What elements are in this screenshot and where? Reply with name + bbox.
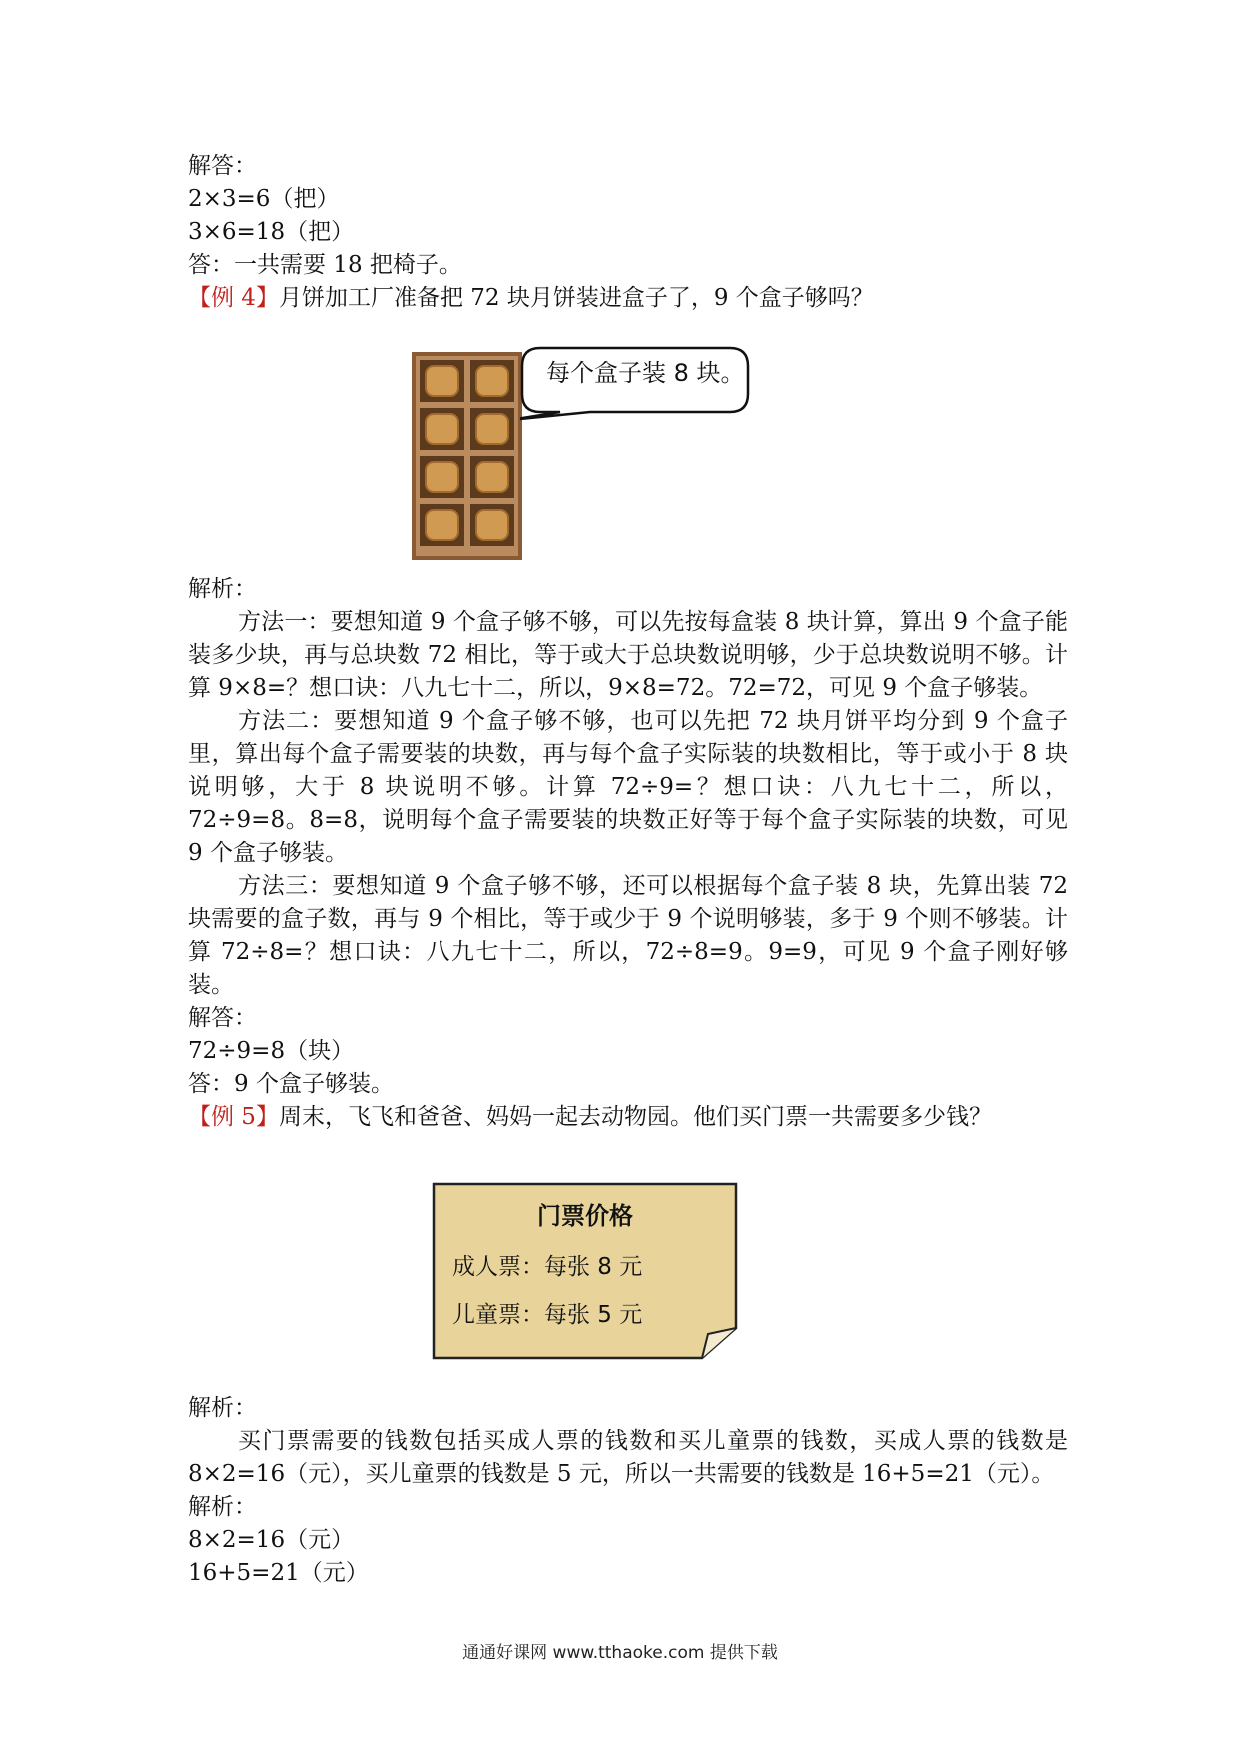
question-text: 周末，飞飞和爸爸、妈妈一起去动物园。他们买门票一共需要多少钱？ [278,1104,992,1130]
speech-bubble-text: 每个盒子装 8 块。 [546,359,745,387]
method-2: 方法二：要想知道 9 个盒子够不够，也可以先把 72 块月饼平均分到 9 个盒子里，算出每个盒子需要装的块数，再与每个盒子实际装的块数相比，等于或小于 8 块说明够，大于 8 块说明不够。计算 72÷9=？想口诀：八九七十二，所以，72÷9=8。8=8，说明每个盒子需要装的块数正好等于每个盒子实际装的块数，可见 9 个盒子够装。 [188,708,1068,866]
mooncake-box-image [412,352,522,560]
example-label: 【例 4】 [188,285,279,311]
page-footer: 通通好课网 www.tthaoke.com 提供下载 [462,1643,778,1663]
equation: 16+5=21（元） [188,1560,369,1586]
answer-heading: 解析： [188,1494,257,1520]
answer-line: 答：一共需要 18 把椅子。 [188,252,462,278]
example-4-question [188,282,1068,315]
analysis-heading: 解析： [188,1395,257,1421]
example-5-question [188,1101,1068,1134]
ticket-title: 门票价格 [537,1202,633,1230]
solution-block-3 [188,150,1068,315]
answer-heading: 解答： [188,153,257,179]
example-label: 【例 5】 [188,1104,279,1130]
equation: 8×2=16（元） [188,1527,355,1553]
ticket-adult-price: 成人票：每张 8 元 [452,1254,643,1280]
example-4-analysis [188,573,1068,1134]
answer-line: 答：9 个盒子够装。 [188,1071,394,1097]
example-5-analysis [188,1392,1068,1590]
question-text: 月饼加工厂准备把 72 块月饼装进盒子了，9 个盒子够吗？ [278,285,874,311]
method-3: 方法三：要想知道 9 个盒子够不够，还可以根据每个盒子装 8 块，先算出装 72 块需要的盒子数，再与 9 个相比，等于或少于 9 个说明够装，多于 9 个则不够装。计算 72÷8=？想口诀：八九七十二，所以，72÷8=9。9=9，可见 9 个盒子刚好够装。 [188,873,1068,998]
answer-heading: 解答： [188,1005,257,1031]
equation: 72÷9=8（块） [188,1038,355,1064]
ticket-child-price: 儿童票：每张 5 元 [452,1302,643,1328]
equation: 2×3=6（把） [188,186,340,212]
equation: 3×6=18（把） [188,219,355,245]
analysis-paragraph: 买门票需要的钱数包括买成人票的钱数和买儿童票的钱数，买成人票的钱数是 8×2=16（元），买儿童票的钱数是 5 元，所以一共需要的钱数是 16+5=21（元）。 [188,1428,1068,1487]
method-1: 方法一：要想知道 9 个盒子够不够，可以先按每盒装 8 块计算，算出 9 个盒子能装多少块，再与总块数 72 相比，等于或大于总块数说明够，少于总块数说明不够。计算 9×8=？想口诀：八九七十二，所以，9×8=72。72=72，可见 9 个盒子够装。 [188,609,1068,701]
analysis-heading: 解析： [188,576,257,602]
